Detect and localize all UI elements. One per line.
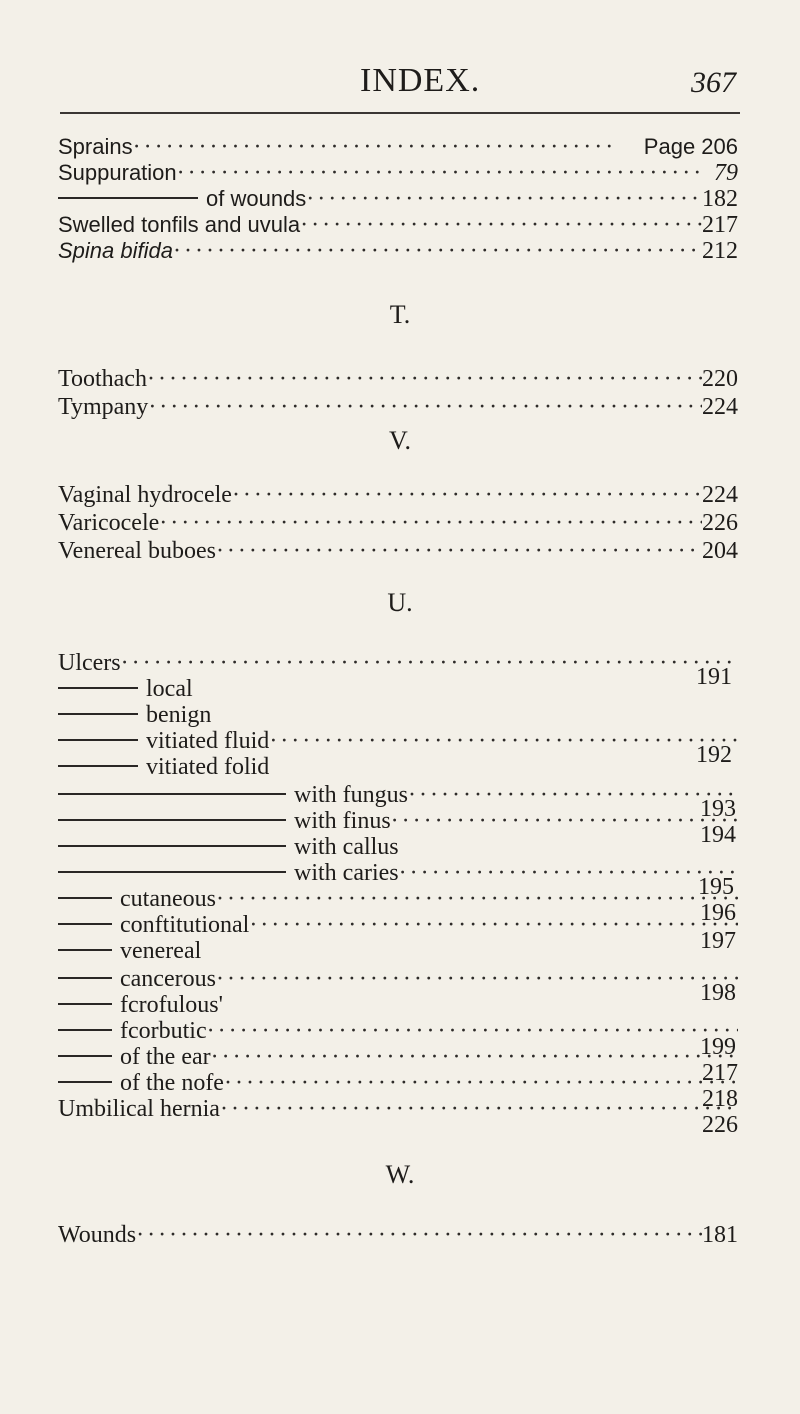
ditto-dash — [58, 765, 138, 767]
leader-dots — [399, 860, 738, 887]
page-ref: 218 — [702, 1086, 738, 1112]
page-number: 367 — [691, 66, 736, 99]
leader-dots — [232, 482, 702, 509]
entry-label: Suppuration — [58, 160, 177, 185]
leader-dots — [216, 886, 738, 913]
leader-dots — [391, 808, 738, 835]
entry-label: with callus — [294, 834, 399, 860]
entry-label: Ulcers — [58, 650, 121, 676]
entry-page: 204 — [702, 538, 738, 564]
entry-label: Swelled tonfils and uvula — [58, 212, 301, 237]
entry-page: 224 — [702, 482, 738, 508]
section-letter-t: T. — [389, 300, 411, 329]
entry-label: Varicocele — [58, 510, 160, 536]
leader-dots — [159, 510, 702, 537]
entry-page: 79 — [714, 160, 738, 186]
ditto-dash — [58, 845, 286, 847]
leader-dots — [408, 782, 738, 809]
page-ref: 191 — [696, 664, 732, 690]
page-ref: 195 — [698, 874, 734, 900]
entry-label: vitiated fluid — [146, 728, 270, 754]
leader-dots — [121, 650, 738, 677]
entry-label: of the nofe — [120, 1070, 224, 1096]
page-title: INDEX. — [360, 62, 481, 99]
ditto-dash — [58, 687, 138, 689]
entry-page: 182 — [702, 186, 738, 212]
entry-label: with finus — [294, 808, 391, 834]
leader-dots — [269, 728, 738, 755]
leader-dots — [216, 966, 738, 993]
ditto-dash — [58, 1029, 112, 1031]
entry-label: with fungus — [294, 782, 408, 808]
entry-page: Page 206 — [643, 134, 738, 159]
entry-label: Sprains — [58, 134, 133, 159]
entry-page: 217 — [702, 212, 738, 238]
page-ref: 193 — [700, 796, 736, 822]
leader-dots — [216, 538, 702, 565]
ditto-dash — [58, 713, 138, 715]
entry-label: of wounds — [206, 186, 307, 211]
page-ref: 198 — [700, 980, 736, 1006]
leader-dots — [224, 1070, 738, 1097]
entry-label: Vaginal hydrocele — [58, 482, 232, 508]
page-ref: 194 — [700, 822, 736, 848]
entry-venereal-buboes — [58, 538, 738, 568]
leader-dots — [207, 1018, 738, 1045]
entry-label: venereal — [120, 938, 202, 964]
ditto-dash — [58, 977, 112, 979]
ditto-dash — [58, 897, 112, 899]
leader-dots — [220, 1096, 738, 1123]
entry-label: Spina bifida — [58, 238, 173, 263]
section-letter-u: U. — [387, 588, 413, 617]
leader-dots — [133, 134, 618, 161]
header-rule — [60, 112, 740, 114]
ditto-dash — [58, 949, 112, 951]
leader-dots — [147, 366, 702, 393]
entry-label: local — [146, 676, 193, 702]
entry-page: 226 — [702, 510, 738, 536]
ditto-dash — [58, 197, 198, 199]
entry-umbilical-hernia — [58, 1096, 738, 1126]
entry-wounds — [58, 1222, 738, 1252]
entry-label: Venereal buboes — [58, 538, 216, 564]
leader-dots — [136, 1222, 702, 1249]
entry-page: 212 — [702, 238, 738, 264]
entry-page: 224 — [702, 394, 738, 420]
entry-label: conftitutional — [120, 912, 250, 938]
entry-vaginal-hydrocele — [58, 482, 738, 512]
entry-label: of the ear — [120, 1044, 211, 1070]
entry-page: 220 — [702, 366, 738, 392]
page-ref: 226 — [702, 1112, 738, 1138]
leader-dots — [173, 238, 702, 265]
entry-varicocele — [58, 510, 738, 540]
leader-dots — [306, 186, 702, 213]
section-letter-w: W. — [385, 1160, 415, 1189]
entry-label: with caries — [294, 860, 399, 886]
section-letter-v: V. — [389, 426, 411, 455]
entry-label: Wounds — [58, 1222, 137, 1248]
entry-label: Toothach — [58, 366, 147, 392]
entry-label: cutaneous — [120, 886, 216, 912]
page-ref: 192 — [696, 742, 732, 768]
entry-label: Umbilical hernia — [58, 1096, 220, 1122]
leader-dots — [300, 212, 702, 239]
ditto-dash — [58, 1081, 112, 1083]
ditto-dash — [58, 739, 138, 741]
entry-page: 181 — [702, 1222, 738, 1248]
page-ref: 196 — [700, 900, 736, 926]
entry-label: vitiated folid — [146, 754, 270, 780]
leader-dots — [249, 912, 738, 939]
ditto-dash — [58, 793, 286, 795]
page-ref: 197 — [700, 928, 736, 954]
leader-dots — [211, 1044, 738, 1071]
entry-label: fcrofulous' — [120, 992, 223, 1018]
ditto-dash — [58, 1003, 112, 1005]
page-ref: 199 — [700, 1034, 736, 1060]
entry-label: Tympany — [58, 394, 149, 420]
entry-label: fcorbutic — [120, 1018, 207, 1044]
page-ref: 217 — [702, 1060, 738, 1086]
entry-vitiated-folid — [58, 754, 738, 784]
entry-tympany — [58, 394, 738, 424]
ditto-dash — [58, 1055, 112, 1057]
entry-label: benign — [146, 702, 212, 728]
leader-dots — [177, 160, 704, 187]
ditto-dash — [58, 923, 112, 925]
ditto-dash — [58, 819, 286, 821]
ditto-dash — [58, 871, 286, 873]
entry-venereal — [58, 938, 738, 968]
leader-dots — [148, 394, 702, 421]
entry-spina — [58, 238, 738, 268]
entry-label: cancerous — [120, 966, 216, 992]
entry-toothach — [58, 366, 738, 396]
